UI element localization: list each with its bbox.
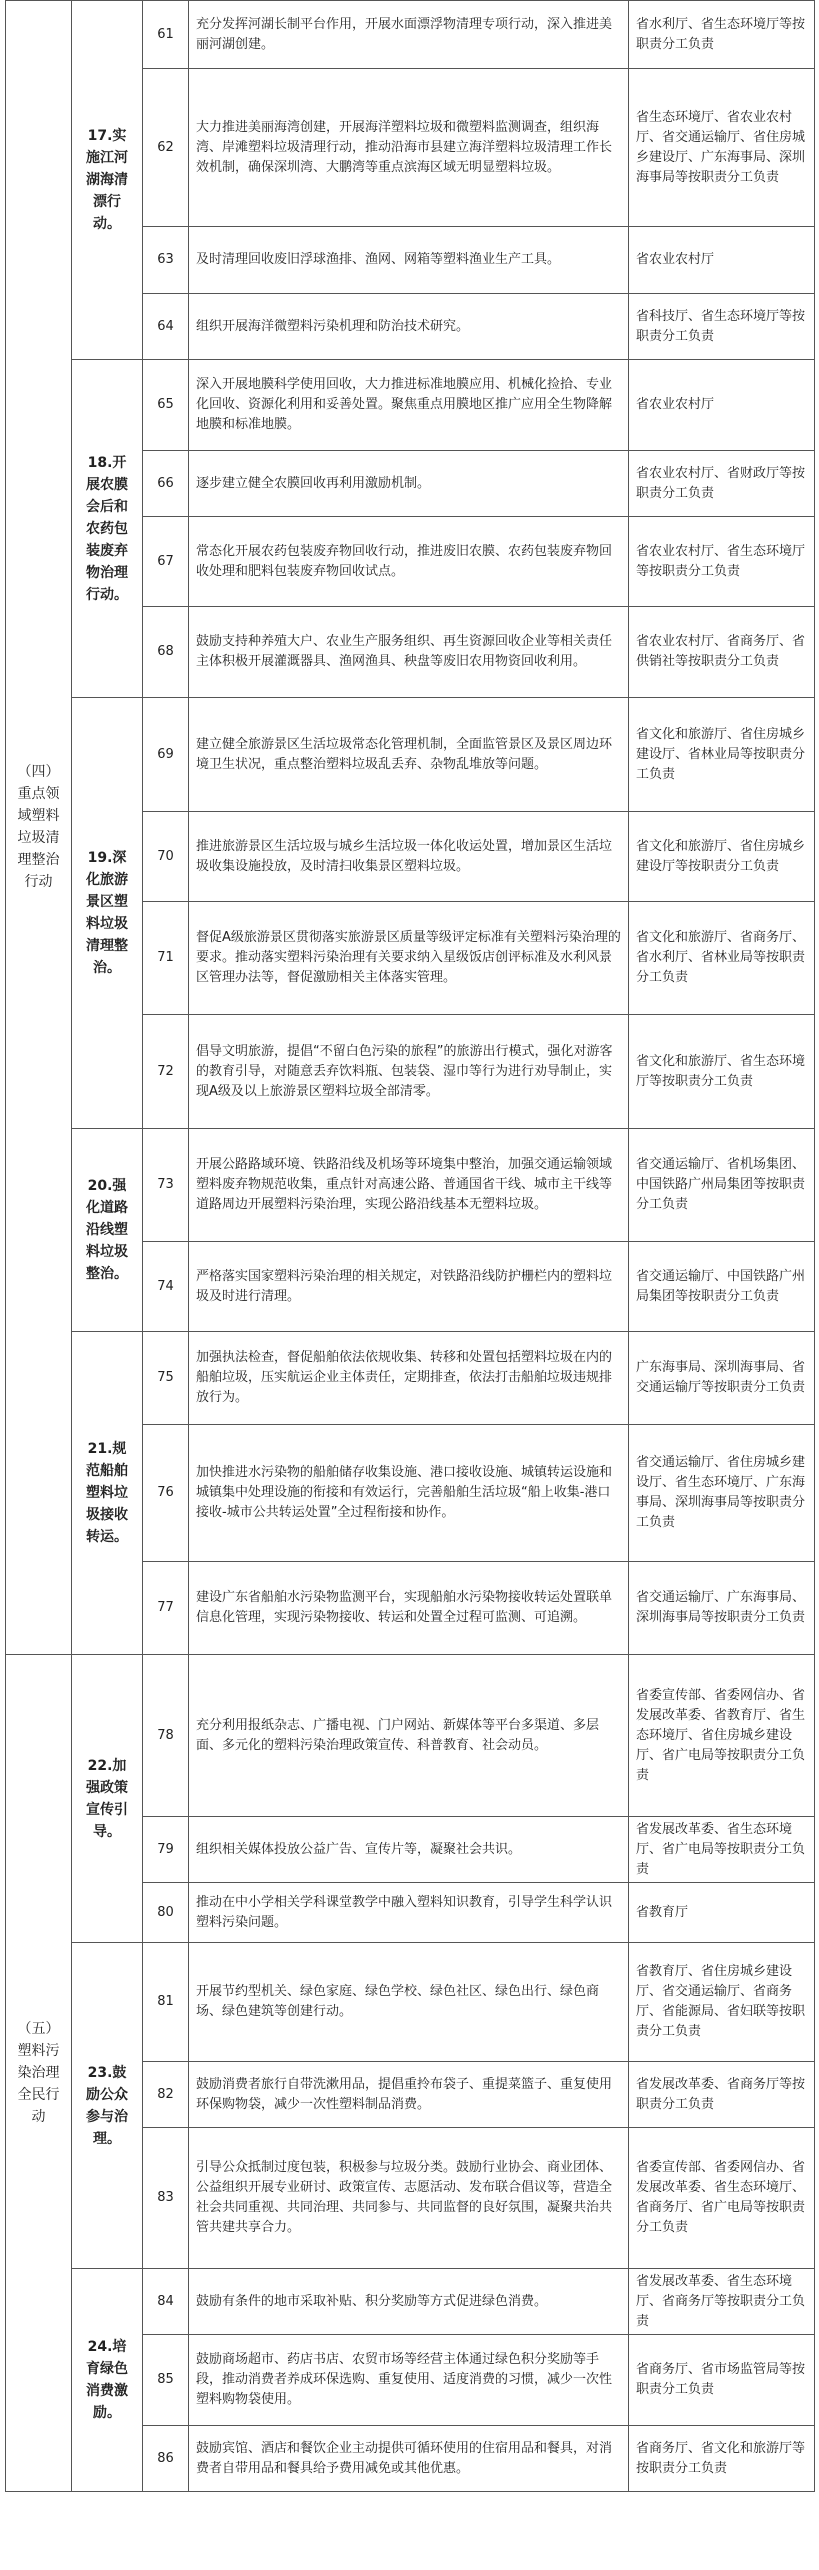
task-label: 17.实施江河湖海清漂行动。 bbox=[86, 128, 128, 232]
row-content: 大力推进美丽海湾创建，开展海洋塑料垃圾和微塑料监测调查，组织海湾、岸滩塑料垃圾清理行动，推动沿海市县建立海洋塑料垃圾清理工作长效机制，确保深圳湾、大鹏湾等重点滨海区域无明显塑料垃圾。 bbox=[189, 69, 629, 227]
task-cell bbox=[72, 1129, 143, 1332]
row-content: 推进旅游景区生活垃圾与城乡生活垃圾一体化收运处置，增加景区生活垃圾收集设施投放，及时清扫收集景区塑料垃圾。 bbox=[189, 812, 629, 902]
table-row bbox=[6, 1655, 815, 1817]
row-responsible: 省教育厅 bbox=[629, 1883, 815, 1943]
row-content: 鼓励有条件的地市采取补贴、积分奖励等方式促进绿色消费。 bbox=[189, 2269, 629, 2335]
table-row bbox=[6, 1129, 815, 1242]
row-content: 加快推进水污染物的船舶储存收集设施、港口接收设施、城镇转运设施和城镇集中处理设施的衔接和有效运行，完善船舶生活垃圾“船上收集-港口接收-城市公共转运处置”全过程衔接和协作。 bbox=[189, 1425, 629, 1562]
row-content: 鼓励宾馆、酒店和餐饮企业主动提供可循环使用的住宿用品和餐具，对消费者自带用品和餐具给予费用减免或其他优惠。 bbox=[189, 2426, 629, 2492]
row-responsible: 省委宣传部、省委网信办、省发展改革委、省生态环境厅、省商务厅、省广电局等按职责分工负责 bbox=[629, 2128, 815, 2269]
row-content: 开展公路路域环境、铁路沿线及机场等环境集中整治，加强交通运输领域塑料废弃物规范收集，重点针对高速公路、普通国省干线、城市主干线等道路周边开展塑料污染治理，实现公路沿线基本无塑料垃圾。 bbox=[189, 1129, 629, 1242]
row-number: 68 bbox=[143, 607, 189, 698]
row-content: 组织相关媒体投放公益广告、宣传片等，凝聚社会共识。 bbox=[189, 1817, 629, 1883]
row-responsible: 省交通运输厅、中国铁路广州局集团等按职责分工负责 bbox=[629, 1242, 815, 1332]
table-row bbox=[6, 2269, 815, 2335]
table-row bbox=[6, 1943, 815, 2062]
row-number: 71 bbox=[143, 902, 189, 1015]
task-label: 18.开展农膜会后和农药包装废弃物治理行动。 bbox=[86, 454, 128, 603]
row-content: 充分发挥河湖长制平台作用，开展水面漂浮物清理专项行动，深入推进美丽河湖创建。 bbox=[189, 1, 629, 69]
row-responsible: 省发展改革委、省商务厅等按职责分工负责 bbox=[629, 2062, 815, 2128]
row-responsible: 省交通运输厅、省住房城乡建设厅、省生态环境厅、广东海事局、深圳海事局等按职责分工负责 bbox=[629, 1425, 815, 1562]
row-number: 66 bbox=[143, 451, 189, 517]
row-number: 79 bbox=[143, 1817, 189, 1883]
row-content: 充分利用报纸杂志、广播电视、门户网站、新媒体等平台多渠道、多层面、多元化的塑料污染治理政策宣传、科普教育、社会动员。 bbox=[189, 1655, 629, 1817]
row-responsible: 省文化和旅游厅、省商务厅、省水利厅、省林业局等按职责分工负责 bbox=[629, 902, 815, 1015]
row-number: 67 bbox=[143, 517, 189, 607]
category-label: （五）塑料污染治理全民行动 bbox=[17, 2021, 60, 2125]
row-content: 开展节约型机关、绿色家庭、绿色学校、绿色社区、绿色出行、绿色商场、绿色建筑等创建行动。 bbox=[189, 1943, 629, 2062]
task-label: 21.规范船舶塑料垃圾接收转运。 bbox=[86, 1441, 128, 1545]
row-number: 84 bbox=[143, 2269, 189, 2335]
row-content: 加强执法检查，督促船舶依法依规收集、转移和处置包括塑料垃圾在内的船舶垃圾，压实航运企业主体责任，定期排查，依法打击船舶垃圾违规排放行为。 bbox=[189, 1332, 629, 1425]
row-number: 65 bbox=[143, 360, 189, 451]
row-responsible: 省发展改革委、省生态环境厅、省商务厅等按职责分工负责 bbox=[629, 2269, 815, 2335]
row-responsible: 省文化和旅游厅、省住房城乡建设厅等按职责分工负责 bbox=[629, 812, 815, 902]
row-content: 常态化开展农药包装废弃物回收行动，推进废旧农膜、农药包装废弃物回收处理和肥料包装废弃物回收试点。 bbox=[189, 517, 629, 607]
row-number: 82 bbox=[143, 2062, 189, 2128]
row-number: 64 bbox=[143, 294, 189, 360]
table-row bbox=[6, 698, 815, 812]
task-label: 23.鼓励公众参与治理。 bbox=[86, 2064, 128, 2147]
row-responsible: 省商务厅、省文化和旅游厅等按职责分工负责 bbox=[629, 2426, 815, 2492]
row-responsible: 省科技厅、省生态环境厅等按职责分工负责 bbox=[629, 294, 815, 360]
row-number: 86 bbox=[143, 2426, 189, 2492]
row-number: 63 bbox=[143, 227, 189, 294]
row-responsible: 省发展改革委、省生态环境厅、省广电局等按职责分工负责 bbox=[629, 1817, 815, 1883]
row-responsible: 省文化和旅游厅、省生态环境厅等按职责分工负责 bbox=[629, 1015, 815, 1129]
task-label: 20.强化道路沿线塑料垃圾整治。 bbox=[86, 1178, 128, 1282]
action-table bbox=[5, 0, 815, 2492]
task-label: 24.培育绿色消费激励。 bbox=[86, 2339, 128, 2421]
row-number: 62 bbox=[143, 69, 189, 227]
row-responsible: 省农业农村厅、省商务厅、省供销社等按职责分工负责 bbox=[629, 607, 815, 698]
row-content: 深入开展地膜科学使用回收，大力推进标准地膜应用、机械化捡拾、专业化回收、资源化利用和妥善处置。聚焦重点用膜地区推广应用全生物降解地膜和标准地膜。 bbox=[189, 360, 629, 451]
row-responsible: 省教育厅、省住房城乡建设厅、省交通运输厅、省商务厅、省能源局、省妇联等按职责分工负责 bbox=[629, 1943, 815, 2062]
row-responsible: 省委宣传部、省委网信办、省发展改革委、省教育厅、省生态环境厅、省住房城乡建设厅、省广电局等按职责分工负责 bbox=[629, 1655, 815, 1817]
row-content: 组织开展海洋微塑料污染机理和防治技术研究。 bbox=[189, 294, 629, 360]
row-content: 鼓励支持种养殖大户、农业生产服务组织、再生资源回收企业等相关责任主体积极开展灌溉器具、渔网渔具、秧盘等废旧农用物资回收利用。 bbox=[189, 607, 629, 698]
row-number: 72 bbox=[143, 1015, 189, 1129]
task-cell bbox=[72, 360, 143, 698]
row-responsible: 省交通运输厅、省机场集团、中国铁路广州局集团等按职责分工负责 bbox=[629, 1129, 815, 1242]
table-row bbox=[6, 1, 815, 69]
task-label: 22.加强政策宣传引导。 bbox=[86, 1757, 128, 1840]
row-content: 建设广东省船舶水污染物监测平台，实现船舶水污染物接收转运处置联单信息化管理，实现污染物接收、转运和处置全过程可监测、可追溯。 bbox=[189, 1562, 629, 1655]
row-responsible: 省农业农村厅 bbox=[629, 360, 815, 451]
table-row bbox=[6, 360, 815, 451]
row-number: 81 bbox=[143, 1943, 189, 2062]
row-content: 逐步建立健全农膜回收再利用激励机制。 bbox=[189, 451, 629, 517]
row-number: 75 bbox=[143, 1332, 189, 1425]
row-number: 83 bbox=[143, 2128, 189, 2269]
row-content: 及时清理回收废旧浮球渔排、渔网、网箱等塑料渔业生产工具。 bbox=[189, 227, 629, 294]
task-cell bbox=[72, 1655, 143, 1943]
row-responsible: 省交通运输厅、广东海事局、深圳海事局等按职责分工负责 bbox=[629, 1562, 815, 1655]
row-number: 76 bbox=[143, 1425, 189, 1562]
task-cell bbox=[72, 2269, 143, 2492]
row-content: 建立健全旅游景区生活垃圾常态化管理机制，全面监管景区及景区周边环境卫生状况，重点整治塑料垃圾乱丢弃、杂物乱堆放等问题。 bbox=[189, 698, 629, 812]
task-label: 19.深化旅游景区塑料垃圾清理整治。 bbox=[86, 850, 128, 976]
row-number: 77 bbox=[143, 1562, 189, 1655]
table-row bbox=[6, 1332, 815, 1425]
row-content: 推动在中小学相关学科课堂教学中融入塑料知识教育，引导学生科学认识塑料污染问题。 bbox=[189, 1883, 629, 1943]
row-responsible: 省农业农村厅 bbox=[629, 227, 815, 294]
row-responsible: 省水利厅、省生态环境厅等按职责分工负责 bbox=[629, 1, 815, 69]
row-content: 督促A级旅游景区贯彻落实旅游景区质量等级评定标准有关塑料污染治理的要求。推动落实塑料污染治理有关要求纳入星级饭店创评标准及水利风景区管理办法等，督促激励相关主体落实管理。 bbox=[189, 902, 629, 1015]
row-number: 78 bbox=[143, 1655, 189, 1817]
task-cell bbox=[72, 698, 143, 1129]
row-number: 69 bbox=[143, 698, 189, 812]
row-content: 严格落实国家塑料污染治理的相关规定，对铁路沿线防护栅栏内的塑料垃圾及时进行清理。 bbox=[189, 1242, 629, 1332]
row-content: 鼓励消费者旅行自带洗漱用品，提倡重拎布袋子、重提菜篮子、重复使用环保购物袋，减少一次性塑料制品消费。 bbox=[189, 2062, 629, 2128]
row-number: 70 bbox=[143, 812, 189, 902]
category-cell bbox=[6, 1, 72, 1655]
task-cell bbox=[72, 1332, 143, 1655]
row-content: 鼓励商场超市、药店书店、农贸市场等经营主体通过绿色积分奖励等手段，推动消费者养成环保选购、重复使用、适度消费的习惯，减少一次性塑料购物袋使用。 bbox=[189, 2335, 629, 2426]
task-cell bbox=[72, 1943, 143, 2269]
row-number: 73 bbox=[143, 1129, 189, 1242]
row-responsible: 省商务厅、省市场监管局等按职责分工负责 bbox=[629, 2335, 815, 2426]
row-content: 引导公众抵制过度包装，积极参与垃圾分类。鼓励行业协会、商业团体、公益组织开展专业研讨、政策宣传、志愿活动、发布联合倡议等，营造全社会共同重视、共同治理、共同参与、共同监督的良好氛围，凝聚共治共管共建共享合力。 bbox=[189, 2128, 629, 2269]
row-responsible: 省农业农村厅、省财政厅等按职责分工负责 bbox=[629, 451, 815, 517]
row-number: 74 bbox=[143, 1242, 189, 1332]
category-cell bbox=[6, 1655, 72, 2492]
task-cell bbox=[72, 1, 143, 360]
row-responsible: 省文化和旅游厅、省住房城乡建设厅、省林业局等按职责分工负责 bbox=[629, 698, 815, 812]
row-content: 倡导文明旅游，提倡“不留白色污染的旅程”的旅游出行模式，强化对游客的教育引导，对随意丢弃饮料瓶、包装袋、湿巾等行为进行劝导制止，实现A级及以上旅游景区塑料垃圾全部清零。 bbox=[189, 1015, 629, 1129]
category-label: （四）重点领域塑料垃圾清理整治行动 bbox=[17, 763, 60, 890]
row-number: 80 bbox=[143, 1883, 189, 1943]
row-responsible: 省农业农村厅、省生态环境厅等按职责分工负责 bbox=[629, 517, 815, 607]
row-responsible: 广东海事局、深圳海事局、省交通运输厅等按职责分工负责 bbox=[629, 1332, 815, 1425]
row-responsible: 省生态环境厅、省农业农村厅、省交通运输厅、省住房城乡建设厅、广东海事局、深圳海事局等按职责分工负责 bbox=[629, 69, 815, 227]
row-number: 61 bbox=[143, 1, 189, 69]
row-number: 85 bbox=[143, 2335, 189, 2426]
